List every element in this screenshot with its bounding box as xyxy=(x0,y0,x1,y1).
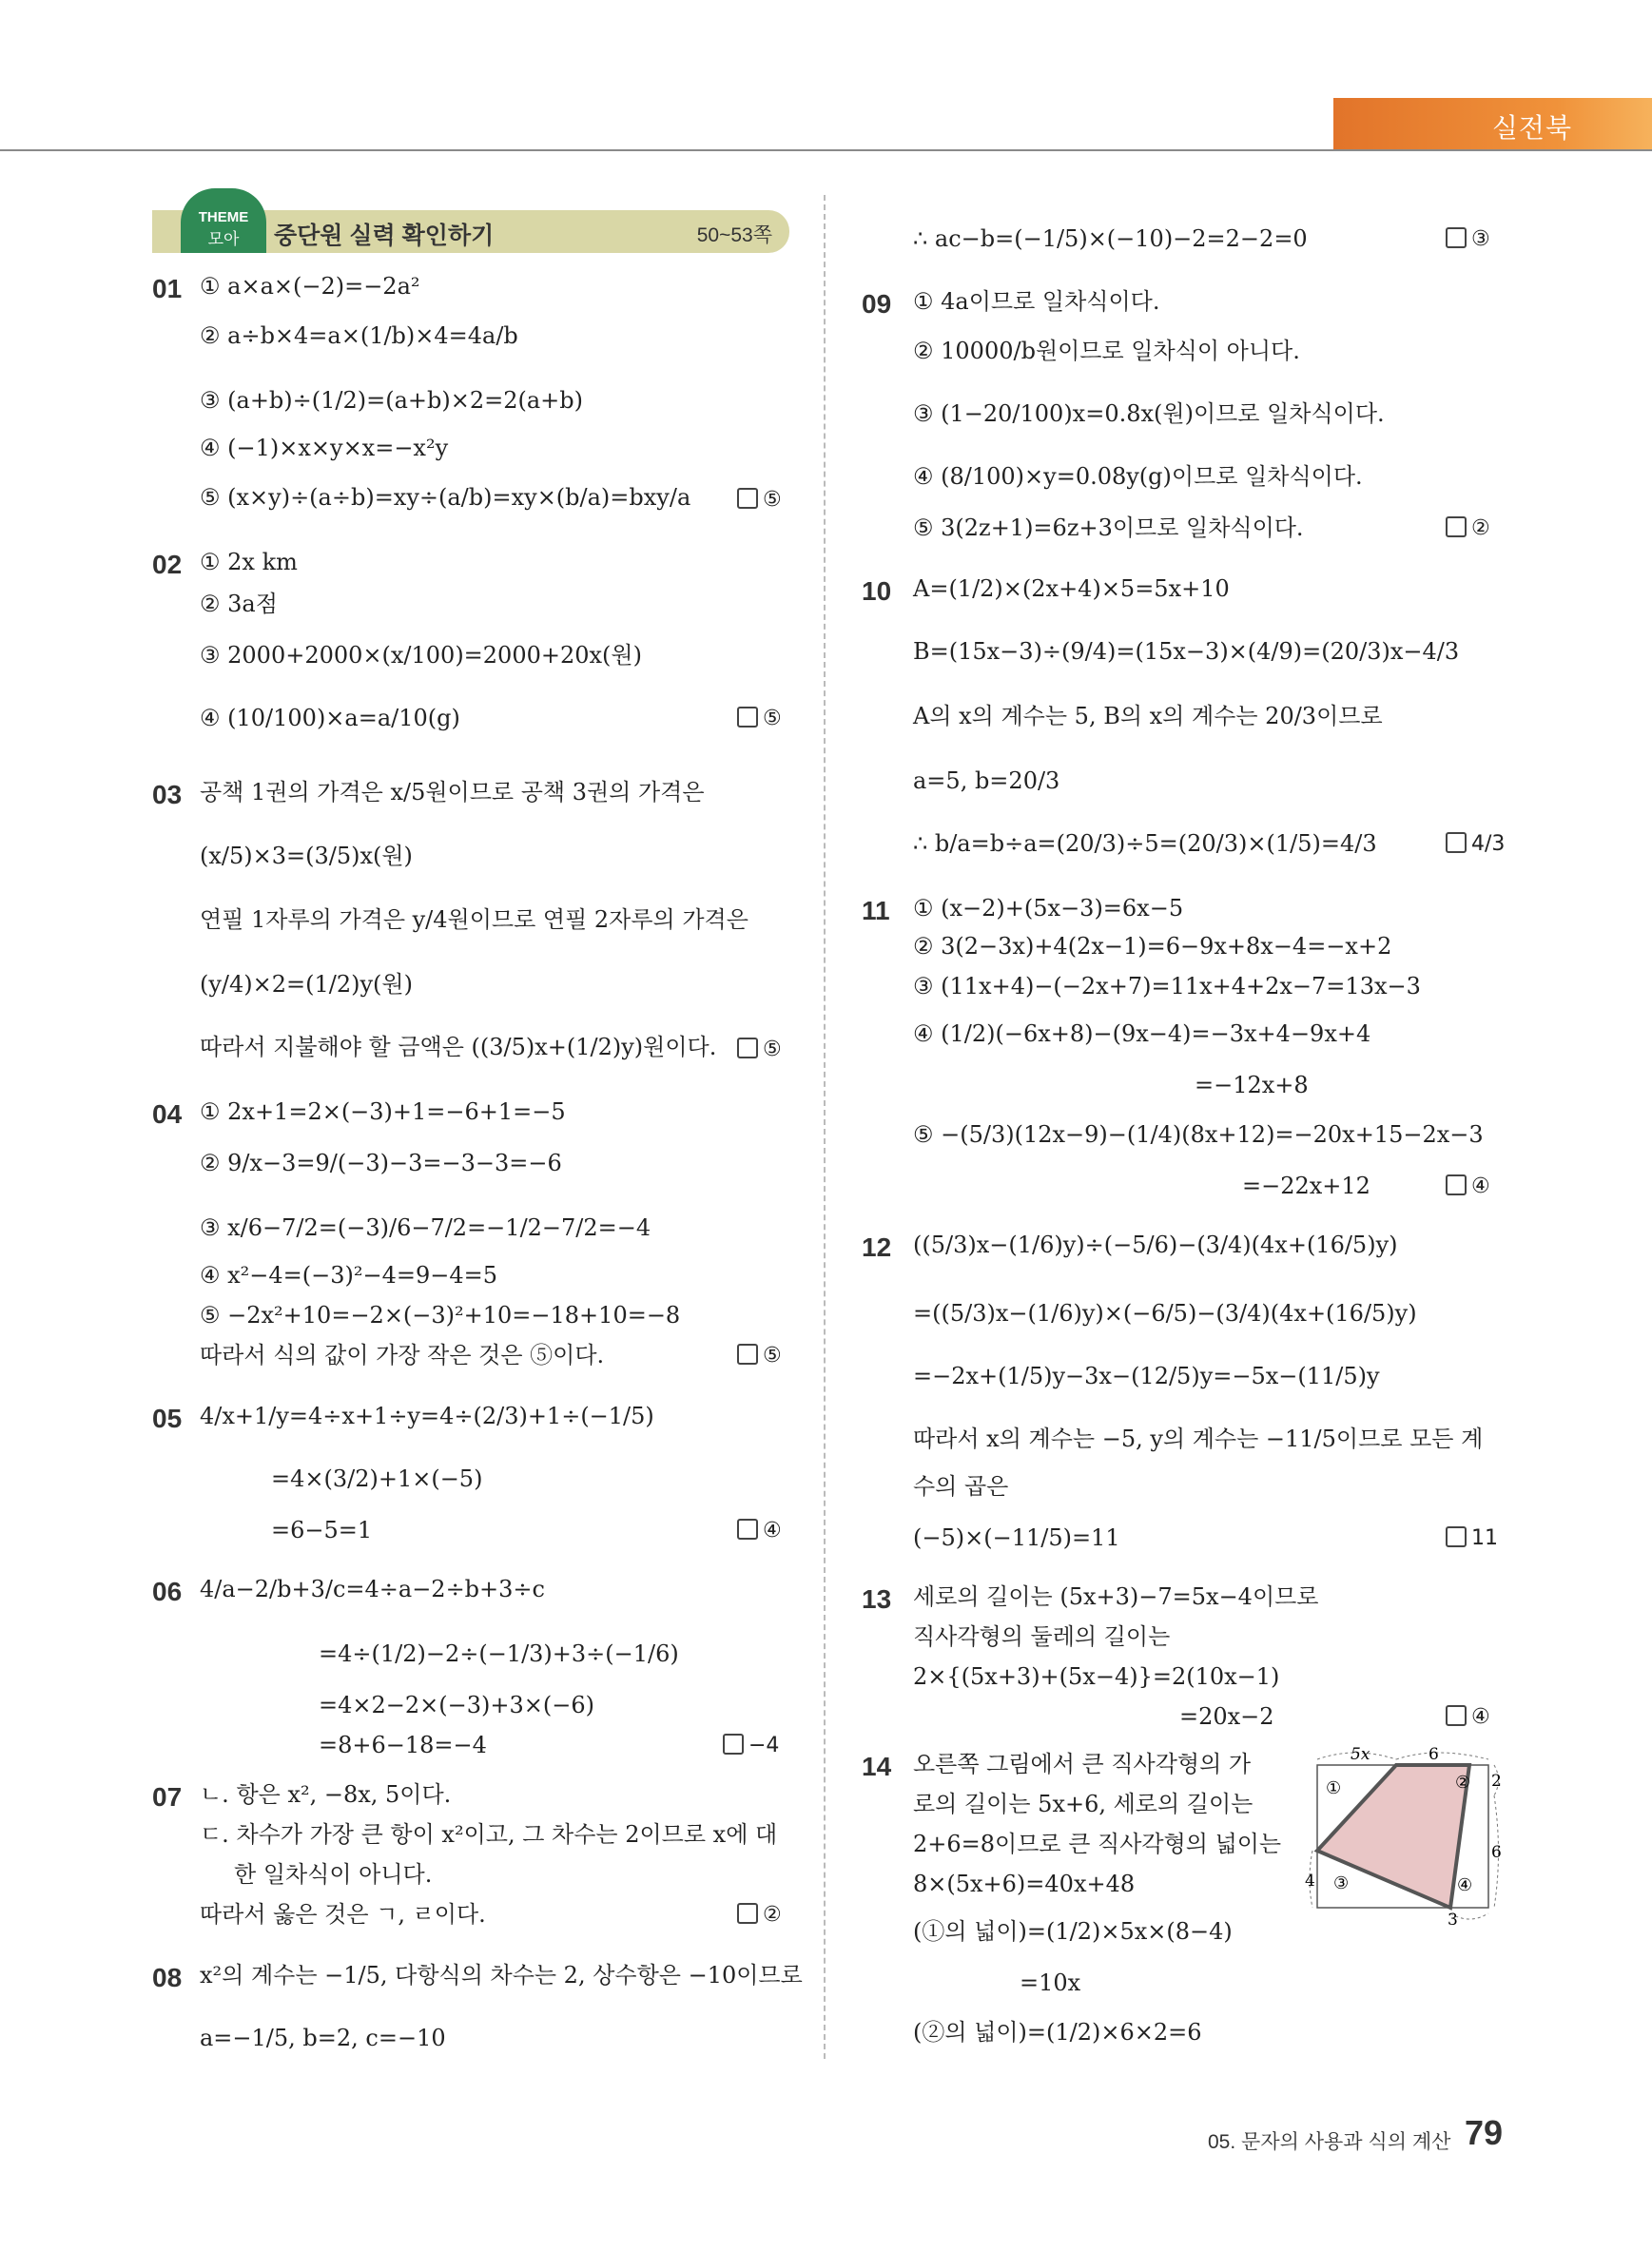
answer-value: ② xyxy=(763,1903,782,1927)
solution-line: ④ x²−4=(−3)²−4=9−4=5 xyxy=(200,1262,498,1289)
problem-number: 03 xyxy=(152,780,183,809)
answer-value: ④ xyxy=(763,1519,782,1543)
answer-value: −4 xyxy=(748,1734,780,1757)
solution-line: (x/5)×3=(3/5)x(원) xyxy=(200,843,413,869)
solution-line: 오른쪽 그림에서 큰 직사각형의 가 xyxy=(913,1751,1252,1777)
solution-line: ④ (1/2)(−6x+8)−(9x−4)=−3x+4−9x+4 xyxy=(913,1020,1371,1047)
answer-value: 11 xyxy=(1471,1526,1498,1550)
solution-line: x²의 계수는 −1/5, 다항식의 차수는 2, 상수항은 −10이므로 xyxy=(200,1962,803,1989)
solution-line: ⑤ −(5/3)(12x−9)−(1/4)(8x+12)=−20x+15−2x−3 xyxy=(913,1121,1484,1148)
answer-box-icon xyxy=(737,488,758,509)
solution-line: ① 2x km xyxy=(200,549,298,575)
solution-line: ((5/3)x−(1/6)y)÷(−5/6)−(3/4)(4x+(16/5)y) xyxy=(913,1232,1398,1258)
answer-value: ⑤ xyxy=(763,1344,782,1368)
solution-line: a=5, b=20/3 xyxy=(913,767,1060,794)
answer-value: ⑤ xyxy=(763,707,782,730)
answer-box-icon xyxy=(737,1038,758,1058)
solution-line: 로의 길이는 5x+6, 세로의 길이는 xyxy=(913,1791,1254,1817)
solution-line: 수의 곱은 xyxy=(913,1473,1009,1500)
problem-number: 12 xyxy=(862,1232,892,1262)
answer-box-icon xyxy=(1446,1526,1467,1547)
answer-mark xyxy=(737,1037,782,1064)
problem-number: 09 xyxy=(862,289,892,319)
solution-line: ① 2x+1=2×(−3)+1=−6+1=−5 xyxy=(200,1098,566,1125)
answer-value: ⑤ xyxy=(763,488,782,512)
solution-line: 4/a−2/b+3/c=4÷a−2÷b+3÷c xyxy=(200,1576,545,1602)
answer-box-icon xyxy=(1446,832,1467,853)
answer-mark xyxy=(737,1518,782,1545)
solution-line: ③ x/6−7/2=(−3)/6−7/2=−1/2−7/2=−4 xyxy=(200,1214,651,1241)
problem-number: 11 xyxy=(862,896,890,925)
solution-line: ㄷ. 차수가 가장 큰 항이 x²이고, 그 차수는 2이므로 x에 대 xyxy=(200,1821,778,1848)
region-3-label: ③ xyxy=(1333,1873,1350,1893)
solution-line: =−12x+8 xyxy=(1195,1072,1309,1098)
label-4: 4 xyxy=(1305,1872,1315,1891)
problem-number: 02 xyxy=(152,550,183,579)
answer-box-icon xyxy=(737,1344,758,1365)
answer-box-icon xyxy=(737,1903,758,1924)
solution-line: ∴ b/a=b÷a=(20/3)÷5=(20/3)×(1/5)=4/3 xyxy=(913,830,1377,857)
solution-line: ③ (11x+4)−(−2x+7)=11x+4+2x−7=13x−3 xyxy=(913,973,1421,999)
answer-box-icon xyxy=(1446,1174,1467,1195)
solution-line: A=(1/2)×(2x+4)×5=5x+10 xyxy=(913,575,1230,602)
solution-line: ① (x−2)+(5x−3)=6x−5 xyxy=(913,895,1184,922)
solution-line: 따라서 식의 값이 가장 작은 것은 ⑤이다. xyxy=(200,1342,605,1368)
answer-mark xyxy=(1446,226,1490,254)
problem-number: 13 xyxy=(862,1584,892,1614)
problem-number: 06 xyxy=(152,1577,183,1606)
problem-number: 10 xyxy=(862,576,892,606)
solution-line: ② 3a점 xyxy=(200,591,278,617)
answer-mark xyxy=(1446,1525,1498,1553)
brace-top-right xyxy=(1396,1753,1488,1759)
solution-line: 따라서 옳은 것은 ㄱ, ㄹ이다. xyxy=(200,1901,486,1928)
problem-number: 04 xyxy=(152,1099,183,1129)
solution-line: =4÷(1/2)−2÷(−1/3)+3÷(−1/6) xyxy=(319,1640,679,1667)
solution-line: =((5/3)x−(1/6)y)×(−6/5)−(3/4)(4x+(16/5)y) xyxy=(913,1300,1417,1327)
header-rule xyxy=(0,149,1652,151)
solution-line: 세로의 길이는 (5x+3)−7=5x−4이므로 xyxy=(913,1583,1319,1610)
solution-line: 4/x+1/y=4÷x+1÷y=4÷(2/3)+1÷(−1/5) xyxy=(200,1403,654,1429)
solution-line: 8×(5x+6)=40x+48 xyxy=(913,1871,1136,1897)
solution-line: 2×{(5x+3)+(5x−4)}=2(10x−1) xyxy=(913,1663,1280,1690)
solution-line: 2+6=8이므로 큰 직사각형의 넓이는 xyxy=(913,1831,1282,1857)
solution-line: 직사각형의 둘레의 길이는 xyxy=(913,1623,1171,1650)
theme-badge xyxy=(181,188,266,253)
chapter-footer: 05. 문자의 사용과 식의 계산 xyxy=(1208,2131,1451,2153)
answer-value: ③ xyxy=(1471,227,1490,251)
label-5x: 5x xyxy=(1351,1745,1370,1764)
banner-pages: 50~53쪽 xyxy=(696,224,772,246)
answer-mark xyxy=(1446,1174,1490,1201)
label-3: 3 xyxy=(1448,1911,1458,1930)
answer-mark xyxy=(1446,1704,1490,1732)
solution-line: (①의 넓이)=(1/2)×5x×(8−4) xyxy=(913,1918,1233,1945)
solution-line: =10x xyxy=(1020,1970,1081,1996)
solution-line: ② 9/x−3=9/(−3)−3=−3−3=−6 xyxy=(200,1150,562,1176)
answer-mark xyxy=(1446,515,1490,543)
solution-line: =4×2−2×(−3)+3×(−6) xyxy=(319,1692,594,1718)
region-2-label: ② xyxy=(1455,1773,1471,1793)
solution-line: =8+6−18=−4 xyxy=(319,1732,487,1758)
solution-line: =−22x+12 xyxy=(1242,1173,1370,1199)
problem-number: 07 xyxy=(152,1782,183,1812)
solution-line: (②의 넓이)=(1/2)×6×2=6 xyxy=(913,2019,1202,2046)
solution-line: ⑤ 3(2z+1)=6z+3이므로 일차식이다. xyxy=(913,514,1304,541)
solution-line: 따라서 지불해야 할 금액은 ((3/5)x+(1/2)y)원이다. xyxy=(200,1034,717,1060)
answer-value: 4/3 xyxy=(1471,832,1506,856)
answer-value: ② xyxy=(1471,516,1490,540)
answer-box-icon xyxy=(737,1519,758,1540)
solution-line: 따라서 x의 계수는 −5, y의 계수는 −11/5이므로 모든 계 xyxy=(913,1426,1484,1452)
problem-number: 14 xyxy=(862,1752,892,1781)
page-number: 79 xyxy=(1465,2113,1504,2152)
solution-line: ② 3(2−3x)+4(2x−1)=6−9x+8x−4=−x+2 xyxy=(913,933,1392,960)
solution-line: ㄴ. 항은 x², −8x, 5이다. xyxy=(200,1781,452,1808)
solution-line: ③ (1−20/100)x=0.8x(원)이므로 일차식이다. xyxy=(913,400,1385,427)
answer-mark xyxy=(737,1902,782,1930)
solution-line: B=(15x−3)÷(9/4)=(15x−3)×(4/9)=(20/3)x−4/3 xyxy=(913,638,1460,665)
region-1-label: ① xyxy=(1326,1778,1342,1798)
answer-mark xyxy=(1446,831,1505,859)
answer-box-icon xyxy=(1446,516,1467,537)
solution-line: =20x−2 xyxy=(1179,1703,1274,1730)
solution-line: ⑤ −2x²+10=−2×(−3)²+10=−18+10=−8 xyxy=(200,1302,681,1329)
label-2: 2 xyxy=(1491,1772,1502,1791)
region-4-label: ④ xyxy=(1457,1875,1473,1895)
solution-line: ⑤ (x×y)÷(a÷b)=xy÷(a/b)=xy×(b/a)=bxy/a xyxy=(200,484,691,511)
solution-line: 연필 1자루의 가격은 y/4원이므로 연필 2자루의 가격은 xyxy=(200,906,748,933)
solution-line: 한 일차식이 아니다. xyxy=(234,1861,433,1888)
answer-mark xyxy=(723,1733,779,1760)
solution-line: =4×(3/2)+1×(−5) xyxy=(271,1465,483,1492)
solution-line: ① a×a×(−2)=−2a² xyxy=(200,273,420,300)
section-tab-label: 실전북 xyxy=(1491,113,1572,143)
solution-line: a=−1/5, b=2, c=−10 xyxy=(200,2025,446,2051)
solution-line: ③ 2000+2000×(x/100)=2000+20x(원) xyxy=(200,642,642,669)
solution-line: ④ (−1)×x×y×x=−x²y xyxy=(200,435,449,461)
solution-line: ① 4a이므로 일차식이다. xyxy=(913,288,1160,315)
solution-line: (y/4)×2=(1/2)y(원) xyxy=(200,971,413,998)
solution-line: A의 x의 계수는 5, B의 x의 계수는 20/3이므로 xyxy=(913,703,1383,729)
answer-value: ④ xyxy=(1471,1174,1490,1198)
solution-line: =6−5=1 xyxy=(271,1517,373,1543)
solution-line: ④ (10/100)×a=a/10(g) xyxy=(200,705,460,731)
banner-title: 중단원 실력 확인하기 xyxy=(274,223,495,249)
section-tab xyxy=(1333,98,1652,149)
answer-value: ④ xyxy=(1471,1705,1490,1729)
solution-line: (−5)×(−11/5)=11 xyxy=(913,1524,1120,1551)
solution-line: 공책 1권의 가격은 x/5원이므로 공책 3권의 가격은 xyxy=(200,779,705,805)
rectangle-figure xyxy=(1305,1745,1503,1930)
column-divider xyxy=(824,195,826,2059)
problem-number: 08 xyxy=(152,1963,183,1992)
answer-value: ⑤ xyxy=(763,1038,782,1061)
label-6-right: 6 xyxy=(1491,1843,1502,1862)
answer-box-icon xyxy=(1446,227,1467,248)
label-6-top: 6 xyxy=(1428,1745,1439,1764)
solution-line: ② 10000/b원이므로 일차식이 아니다. xyxy=(913,338,1300,364)
answer-box-icon xyxy=(737,707,758,728)
badge-bottom: 모아 xyxy=(207,230,240,248)
solution-line: =−2x+(1/5)y−3x−(12/5)y=−5x−(11/5)y xyxy=(913,1363,1380,1389)
problem-number: 05 xyxy=(152,1404,183,1433)
answer-mark xyxy=(737,1343,782,1370)
answer-mark xyxy=(737,487,782,514)
problem-number: 01 xyxy=(152,274,183,303)
answer-mark xyxy=(737,706,782,733)
solution-line: ∴ ac−b=(−1/5)×(−10)−2=2−2=0 xyxy=(913,225,1308,252)
badge-top: THEME xyxy=(198,209,249,225)
answer-box-icon xyxy=(723,1734,744,1755)
solution-line: ③ (a+b)÷(1/2)=(a+b)×2=2(a+b) xyxy=(200,387,583,414)
solution-line: ② a÷b×4=a×(1/b)×4=4a/b xyxy=(200,322,518,349)
solution-line: ④ (8/100)×y=0.08y(g)이므로 일차식이다. xyxy=(913,463,1363,490)
answer-box-icon xyxy=(1446,1705,1467,1726)
